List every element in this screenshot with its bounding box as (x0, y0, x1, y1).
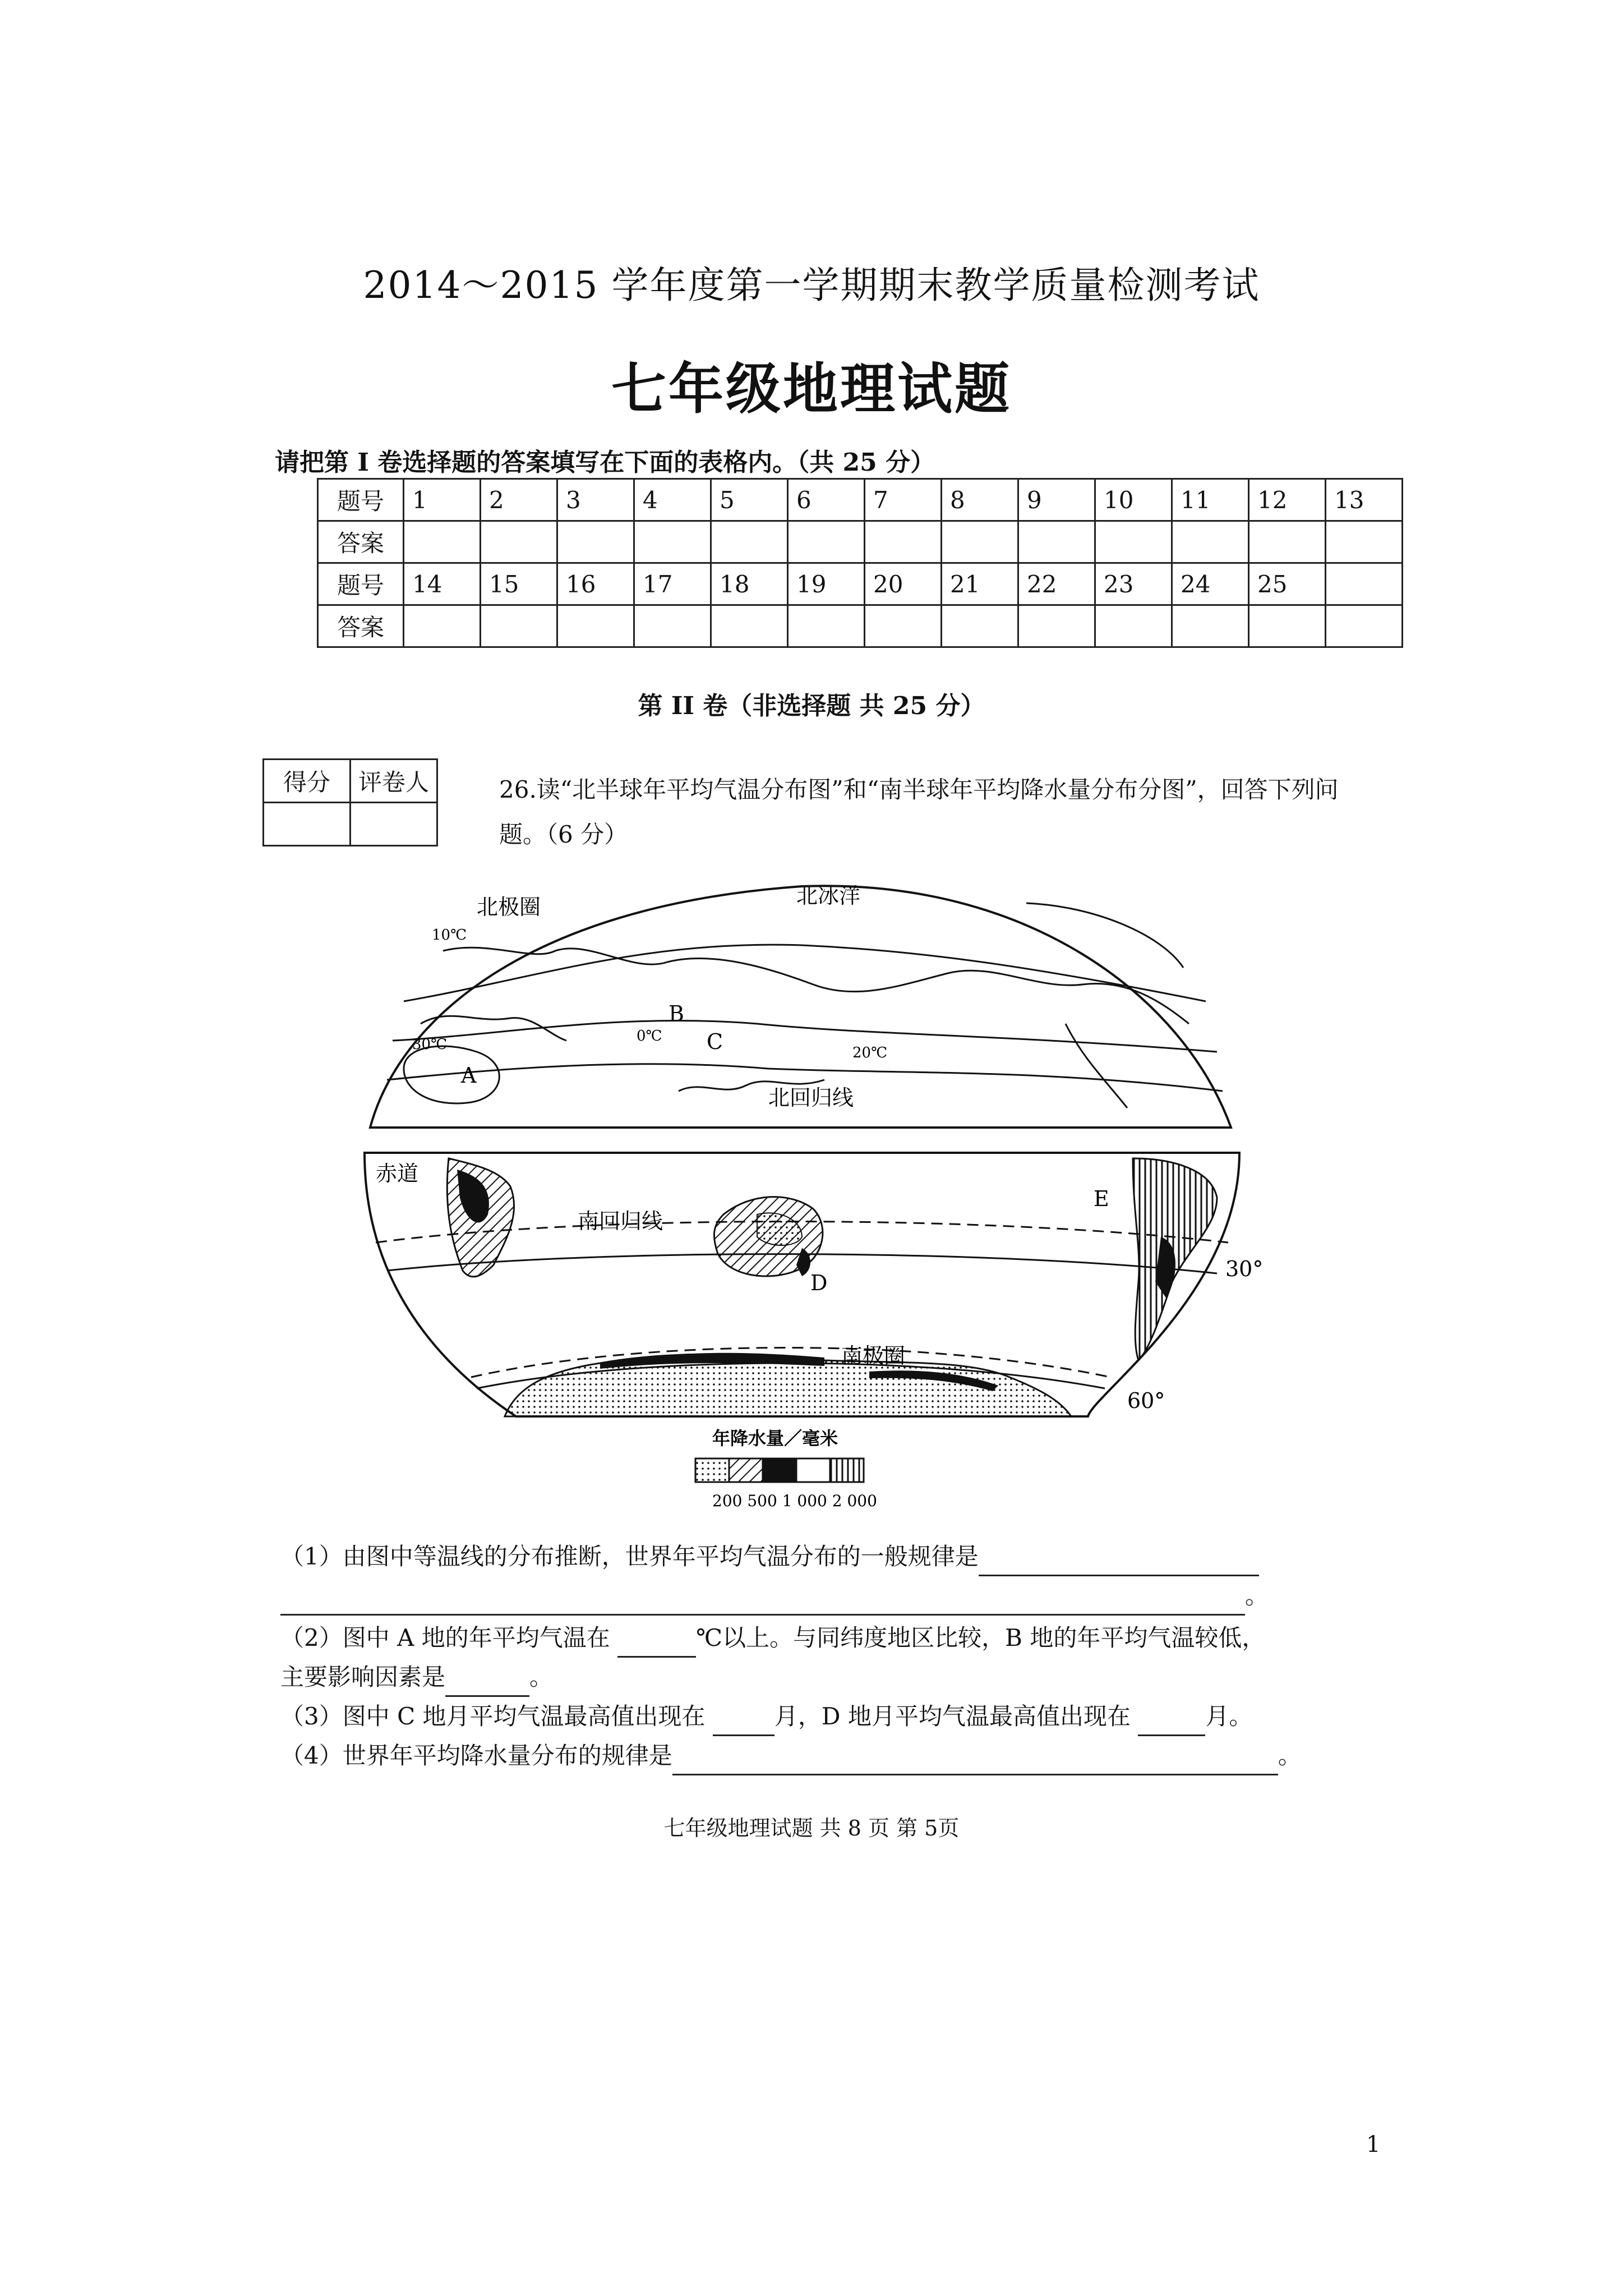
answer-cell[interactable] (942, 521, 1018, 563)
northern-temperature-map (370, 884, 1231, 1128)
question-number-cell: 22 (1018, 563, 1095, 605)
question-number-cell: 20 (865, 563, 942, 605)
question-number-cell: 9 (1018, 479, 1095, 521)
question-number-cell: 16 (557, 563, 634, 605)
answer-cell[interactable] (634, 521, 711, 563)
isotherm-label-30: 30℃ (412, 1036, 448, 1053)
table-row (318, 521, 1403, 563)
question-number-cell: 3 (557, 479, 634, 521)
map-label-arctic-ocean: 北冰洋 (796, 884, 861, 908)
answer-cell[interactable] (1018, 521, 1095, 563)
page-number: 1 (1366, 2132, 1381, 2157)
score-label: 得分 (264, 760, 351, 803)
answer-cell[interactable] (481, 521, 557, 563)
table-row (264, 803, 437, 846)
answer-cell[interactable] (1172, 521, 1249, 563)
question-number-cell: 17 (634, 563, 711, 605)
answer-cell[interactable] (1326, 605, 1403, 647)
question-number-cell: 15 (481, 563, 557, 605)
table-row (318, 479, 1403, 521)
question-number-cell: 10 (1095, 479, 1172, 521)
answer-blank[interactable] (1138, 1706, 1205, 1736)
subquestion-2-cont (280, 1658, 553, 1697)
map-point-B: B (668, 1001, 684, 1026)
grader-label: 评卷人 (351, 760, 437, 803)
question-number-cell: 1 (404, 479, 481, 521)
page-footer: 七年级地理试题 共 8 页 第 5页 (663, 1816, 960, 1841)
answer-cell[interactable] (942, 605, 1018, 647)
table-row (318, 605, 1403, 647)
answer-blank[interactable] (979, 1547, 1259, 1576)
answer-cell[interactable] (1095, 521, 1172, 563)
map-point-D: D (810, 1271, 828, 1295)
row-label: 答案 (318, 605, 404, 647)
subquestion-3 (280, 1697, 1252, 1736)
legend-title: 年降水量／毫米 (712, 1428, 838, 1449)
answer-cell[interactable] (557, 521, 634, 563)
answer-blank[interactable] (672, 1746, 1278, 1775)
answer-cell[interactable] (1326, 521, 1403, 563)
answer-cell[interactable] (865, 521, 942, 563)
question-number-cell: 6 (788, 479, 865, 521)
question-number-cell: 21 (942, 563, 1018, 605)
answer-cell[interactable] (481, 605, 557, 647)
map-label-lat30: 30° (1225, 1257, 1264, 1281)
subquestion-1-text: （1）由图中等温线的分布推断，世界年平均气温分布的一般规律是 (280, 1543, 979, 1570)
question-number-cell: 11 (1172, 479, 1249, 521)
subquestion-4-text: （4）世界年平均降水量分布的规律是 (280, 1742, 672, 1769)
isotherm-label-20: 20℃ (852, 1045, 888, 1061)
table-row (264, 760, 437, 803)
answer-cell[interactable] (711, 605, 788, 647)
question-number-cell: 13 (1326, 479, 1403, 521)
subquestion-3-text-b: 月，D 地月平均气温最高值出现在 (774, 1703, 1131, 1730)
answer-table (317, 478, 1403, 648)
answer-blank[interactable] (617, 1628, 696, 1658)
map-label-antarctic-circle: 南极圈 (841, 1343, 906, 1368)
map-label-equator: 赤道 (376, 1161, 419, 1186)
answer-cell[interactable] (1172, 605, 1249, 647)
answer-cell[interactable] (1249, 521, 1326, 563)
question-number-cell: 18 (711, 563, 788, 605)
question-number-cell: 5 (711, 479, 788, 521)
isotherm-label-0: 0℃ (637, 1028, 662, 1045)
question-number-cell: 8 (942, 479, 1018, 521)
answer-blank[interactable] (280, 1586, 1245, 1616)
question-number-cell: 23 (1095, 563, 1172, 605)
map-figure (365, 855, 1264, 1523)
subquestion-3-text-c: 月。 (1205, 1703, 1253, 1730)
map-label-lat60: 60° (1127, 1388, 1165, 1413)
subquestion-2-text-b: ℃以上。与同纬度地区比较，B 地的年平均气温较低， (696, 1624, 1266, 1651)
answer-cell[interactable] (711, 521, 788, 563)
subquestion-2 (280, 1618, 1265, 1658)
subquestion-3-text: （3）图中 C 地月平均气温最高值出现在 (280, 1703, 706, 1730)
map-point-A: A (461, 1063, 477, 1088)
answer-cell[interactable] (634, 605, 711, 647)
map-label-tropic-cancer: 北回归线 (768, 1085, 854, 1110)
question-26-stem: 26.读“北半球年平均气温分布图”和“南半球年平均降水量分布分图”，回答下列问题。（6 分） (499, 776, 1339, 848)
map-point-C: C (707, 1029, 723, 1054)
subject-title: 七年级地理试题 (611, 357, 1012, 421)
question-number-cell: 7 (865, 479, 942, 521)
question-number-cell: 19 (788, 563, 865, 605)
table-row (318, 563, 1403, 605)
isotherm-label-10: 10℃ (432, 927, 467, 944)
answer-cell[interactable] (788, 605, 865, 647)
answer-cell[interactable] (404, 521, 481, 563)
legend-ticks: 200 500 1 000 2 000 (712, 1492, 877, 1510)
answer-cell[interactable] (1018, 605, 1095, 647)
score-cell[interactable] (264, 803, 351, 846)
question-number-cell: 12 (1249, 479, 1326, 521)
map-label-arctic-circle: 北极圈 (477, 895, 541, 919)
map-label-tropic-capricorn: 南回归线 (578, 1209, 663, 1234)
subquestion-4 (280, 1736, 1302, 1775)
subquestion-1-cont (280, 1576, 1269, 1616)
period-mark: 。 (1245, 1582, 1269, 1609)
question-number-cell: 24 (1172, 563, 1249, 605)
answer-blank[interactable] (445, 1667, 529, 1697)
subquestion-2-text-c: 主要影响因素是 (280, 1663, 446, 1691)
score-box (262, 758, 438, 846)
precipitation-legend (695, 1428, 877, 1510)
map-point-E: E (1094, 1186, 1109, 1211)
answer-cell[interactable] (788, 521, 865, 563)
period-mark: 。 (529, 1663, 554, 1691)
grader-cell[interactable] (351, 803, 437, 846)
row-label: 答案 (318, 521, 404, 563)
instruction-text: 请把第 I 卷选择题的答案填写在下面的表格内。（共 25 分） (275, 448, 935, 477)
row-label: 题号 (318, 479, 404, 521)
answer-cell[interactable] (557, 605, 634, 647)
question-number-cell (1326, 563, 1403, 605)
question-number-cell: 4 (634, 479, 711, 521)
answer-cell[interactable] (1095, 605, 1172, 647)
question-number-cell: 25 (1249, 563, 1326, 605)
question-number-cell: 14 (404, 563, 481, 605)
answer-cell[interactable] (404, 605, 481, 647)
question-number-cell: 2 (481, 479, 557, 521)
subquestion-2-text: （2）图中 A 地的年平均气温在 (280, 1624, 610, 1651)
answer-blank[interactable] (713, 1706, 774, 1736)
answer-cell[interactable] (1249, 605, 1326, 647)
answer-cell[interactable] (865, 605, 942, 647)
period-mark: 。 (1278, 1742, 1302, 1769)
southern-precipitation-map (365, 1153, 1263, 1416)
row-label: 题号 (318, 563, 404, 605)
subquestion-1 (280, 1537, 1259, 1576)
exam-title: 2014～2015 学年度第一学期期末教学质量检测考试 (363, 264, 1260, 307)
section2-title: 第 II 卷（非选择题 共 25 分） (638, 692, 985, 720)
